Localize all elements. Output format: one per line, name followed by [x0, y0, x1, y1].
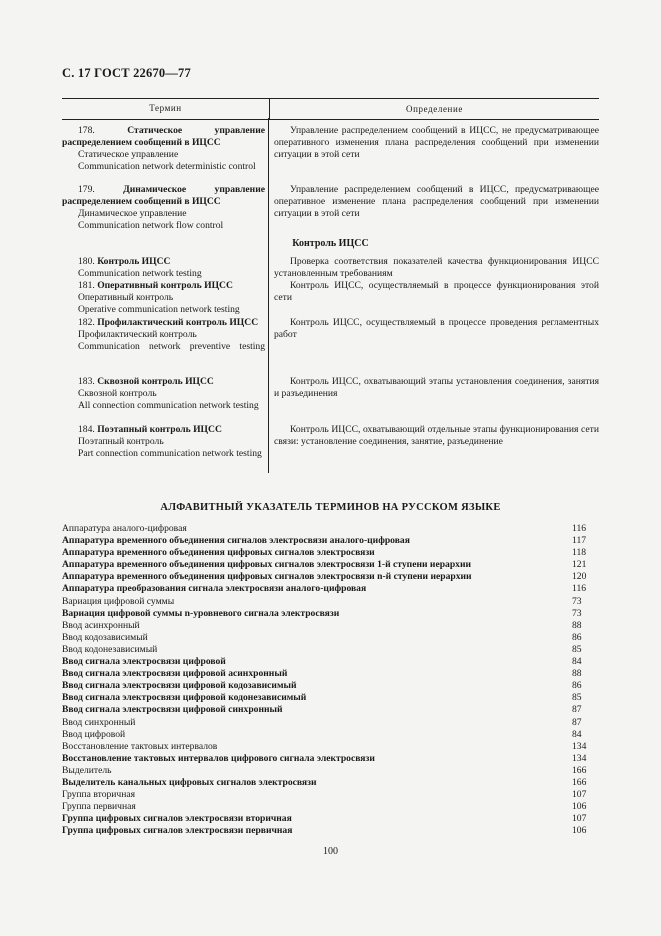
- index-row: [62, 717, 599, 729]
- index-row: [62, 741, 599, 753]
- definition-180: Проверка соответствия показателей качества функционирования ИЦСС установленным требованиям: [274, 256, 599, 279]
- definition-179: Управление распределением сообщений в ИЦСС, предусматривающее оперативное изменение плана распределения сообщений при изменении ситуации в этой сети: [274, 184, 599, 219]
- column-header-term: Термин: [149, 103, 182, 113]
- index-page: 116: [572, 523, 587, 534]
- index-page: 166: [572, 764, 587, 776]
- term-number: 178.: [78, 125, 128, 136]
- index-term: Ввод кодозависимый: [62, 631, 148, 643]
- index-term: Вариация цифровой суммы n-уровневого сигнала электросвязи: [62, 607, 340, 619]
- index-term: Ввод асинхронный: [62, 619, 140, 631]
- index-term: Ввод кодонезависимый: [62, 643, 158, 655]
- index-term: Аппаратура аналого-цифровая: [62, 523, 187, 534]
- index-page: 134: [572, 740, 587, 752]
- term-number: 181.: [78, 280, 98, 291]
- index-row: [62, 801, 599, 813]
- index-title: АЛФАВИТНЫЙ УКАЗАТЕЛЬ ТЕРМИНОВ НА РУССКОМ ЯЗЫКЕ: [160, 502, 501, 513]
- term-number: 180.: [78, 256, 98, 267]
- term-number: 183.: [78, 376, 98, 387]
- index-term: Ввод синхронный: [62, 716, 136, 728]
- term-title: Профилактический контроль ИЦСС: [97, 317, 259, 328]
- index-row: [62, 608, 599, 620]
- index-term: Восстановление тактовых интервалов: [62, 740, 218, 752]
- term-title: Контроль ИЦСС: [97, 256, 171, 267]
- index-page: 88: [572, 619, 582, 631]
- term-english: Operative communication network testing: [78, 304, 240, 315]
- index-row: [62, 620, 599, 632]
- term-181: [62, 280, 265, 316]
- term-title: Поэтапный контроль ИЦСС: [97, 424, 222, 435]
- index-term: Аппаратура преобразования сигнала электросвязи аналого-цифровая: [62, 583, 367, 595]
- term-synonym: Статическое управление: [78, 149, 179, 160]
- index-page: 120: [572, 571, 587, 583]
- index-term: Ввод сигнала электросвязи цифровой кодонезависимый: [62, 692, 307, 704]
- term-english: Communication network flow control: [78, 220, 224, 231]
- section-heading: Контроль ИЦСС: [292, 238, 369, 249]
- index-term: Выделитель канальных цифровых сигналов электросвязи: [62, 776, 317, 788]
- index-page: 85: [572, 643, 582, 655]
- term-184: [62, 424, 265, 460]
- index-page: 106: [572, 801, 587, 813]
- index-page: 117: [572, 535, 587, 547]
- term-synonym: Оперативный контроль: [78, 292, 174, 303]
- index-row: [62, 668, 599, 680]
- term-179: [62, 184, 265, 232]
- index-term: Аппаратура временного объединения цифровых сигналов электросвязи: [62, 547, 375, 559]
- definition-183: Контроль ИЦСС, охватывающий этапы установления соединения, занятия и разъединения: [274, 376, 599, 399]
- index-row: [62, 583, 599, 595]
- index-term: Аппаратура временного объединения сигналов электросвязи аналого-цифровая: [62, 535, 410, 547]
- term-number: 182.: [78, 317, 98, 328]
- terms-table: [62, 98, 599, 120]
- index-term: Группа цифровых сигналов электросвязи вторичная: [62, 813, 292, 825]
- definition-181: Контроль ИЦСС, осуществляемый в процессе функционирования этой сети: [274, 280, 599, 303]
- page-number: 100: [323, 846, 338, 857]
- index-term: Группа цифровых сигналов электросвязи первичная: [62, 825, 293, 837]
- index-page: 86: [572, 631, 582, 643]
- index-row: [62, 825, 599, 837]
- term-title: Динамическое управление распределением сообщений в ИЦСС: [62, 184, 265, 207]
- index-page: 106: [572, 825, 587, 837]
- index-page: 73: [572, 595, 582, 607]
- term-title: Статическое управление распределением сообщений в ИЦСС: [62, 125, 265, 148]
- index-term: Ввод сигнала электросвязи цифровой синхронный: [62, 704, 283, 716]
- index-row: [62, 559, 599, 571]
- index-row: [62, 692, 599, 704]
- column-divider: [268, 118, 269, 473]
- index-page: 87: [572, 704, 582, 716]
- index-page: 85: [572, 692, 582, 704]
- index-term: Ввод цифровой: [62, 728, 126, 740]
- index-term: Аппаратура временного объединения цифровых сигналов электросвязи n-й ступени иерархии: [62, 571, 472, 583]
- index-page: 107: [572, 813, 587, 825]
- index-term: Восстановление тактовых интервалов цифрового сигнала электросвязи: [62, 752, 375, 764]
- term-178: [62, 125, 265, 173]
- index-term: Ввод сигнала электросвязи цифровой кодозависимый: [62, 680, 297, 692]
- index-row: [62, 777, 599, 789]
- index-page: 166: [572, 776, 587, 788]
- index-term: Аппаратура временного объединения цифровых сигналов электросвязи 1-й ступени иерархии: [62, 559, 472, 571]
- index-term: Ввод сигнала электросвязи цифровой: [62, 656, 226, 668]
- index-row: [62, 765, 599, 777]
- column-header-definition: Определение: [269, 99, 599, 119]
- index-page: 84: [572, 656, 582, 668]
- term-synonym: Сквозной контроль: [78, 388, 157, 399]
- term-english: Communication network testing: [78, 268, 202, 279]
- index-term: Группа первичная: [62, 801, 136, 813]
- term-title: Оперативный контроль ИЦСС: [97, 280, 233, 291]
- index-page: 116: [572, 583, 587, 595]
- index-row: [62, 547, 599, 559]
- index-page: 118: [572, 547, 587, 559]
- index-term: Вариация цифровой суммы: [62, 595, 175, 607]
- index-page: 86: [572, 680, 582, 692]
- index-term: Ввод сигнала электросвязи цифровой асинхронный: [62, 668, 288, 680]
- index-page: 88: [572, 668, 582, 680]
- index-row: [62, 753, 599, 765]
- index-page: 87: [572, 716, 582, 728]
- index-term: Выделитель: [62, 764, 112, 776]
- term-183: [62, 376, 265, 412]
- alphabetical-index: [62, 523, 599, 837]
- table-header: [62, 98, 599, 120]
- index-row: [62, 535, 599, 547]
- index-row: [62, 729, 599, 741]
- term-180: [62, 256, 265, 280]
- term-synonym: Профилактический контроль: [78, 329, 197, 340]
- index-row: [62, 789, 599, 801]
- term-english: Part connection communication network testing: [78, 448, 262, 459]
- page-header: С. 17 ГОСТ 22670—77: [62, 66, 191, 80]
- term-182: [62, 317, 265, 353]
- index-row: [62, 644, 599, 656]
- index-row: [62, 680, 599, 692]
- definition-178: Управление распределением сообщений в ИЦСС, не предусматривающее оперативного изменения плана распределения сообщений при изменении ситуации в этой сети: [274, 125, 599, 160]
- definition-182: Контроль ИЦСС, осуществляемый в процессе проведения регламентных работ: [274, 317, 599, 340]
- index-term: Группа вторичная: [62, 789, 136, 801]
- index-page: 121: [572, 559, 587, 571]
- index-row: [62, 571, 599, 583]
- index-page: 73: [572, 607, 582, 619]
- index-row: [62, 813, 599, 825]
- term-english: Communication network preventive testing: [78, 341, 265, 352]
- index-row: [62, 632, 599, 644]
- term-title: Сквозной контроль ИЦСС: [97, 376, 214, 387]
- term-english: All connection communication network testing: [78, 400, 259, 411]
- term-number: 179.: [78, 184, 124, 195]
- term-english: Communication network deterministic control: [78, 161, 256, 172]
- index-row: [62, 656, 599, 668]
- index-page: 134: [572, 752, 587, 764]
- index-row: [62, 523, 599, 535]
- definition-184: Контроль ИЦСС, охватывающий отдельные этапы функционирования сети связи: установление соединения, занятие, разъединение: [274, 424, 599, 447]
- term-synonym: Динамическое управление: [78, 208, 187, 219]
- term-synonym: Поэтапный контроль: [78, 436, 164, 447]
- index-row: [62, 704, 599, 716]
- index-page: 107: [572, 789, 587, 801]
- term-number: 184.: [78, 424, 98, 435]
- index-row: [62, 596, 599, 608]
- index-page: 84: [572, 728, 582, 740]
